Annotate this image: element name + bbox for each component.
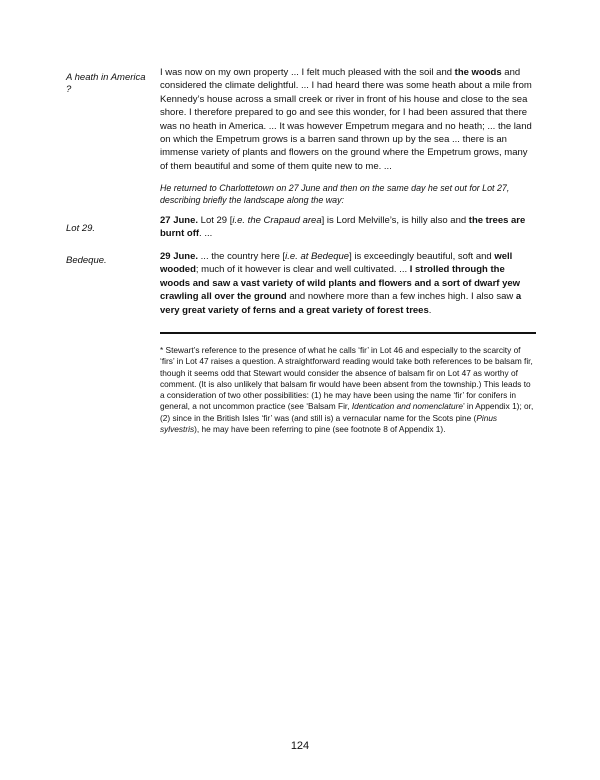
footnote-segment: * Stewart’s reference to the presence of what he calls ‘fir’ in Lot 46 and especially to the scarcity of ‘firs’ in Lot 47 raises a question. A straightforward reading would take both references to be balsam fir, though it seems odd that Stewart would consider the absence of balsam fir on Lot 47 as worthy of comment. (It is also unlikely that balsam fir would have been absent from the township.) This leads to a consideration of two other possibilities: (1) he may have been using the name ‘fir’ for conifers in general, a not uncommon practice (see ‘Balsam Fir, (160, 345, 533, 412)
para2-segment: . ... (199, 228, 213, 240)
para1-segment: and considered the climate delightful. ... I had heard there was some heath about a mile from Kennedy’s house across a small creek or river in front of his house and close to the sea shore. I therefore prepared to go and see this wonder, for I had been assured that there was no heath in America. ... It was however Empetrum megara and no heath; ... the land on which the Empetrum grows is a barren sand thrown up by the sea ... there is an immense variety of plants and flowers on the ground where the Empetrum grows, many of them beautiful and some of them quite new to me. ... (160, 67, 532, 172)
footnote-segment: Pinus sylvestris (160, 412, 498, 435)
para2-segment: i.e. the Crapaud area (232, 215, 322, 226)
para3-segment: ; much of it however is clear and well cultivated. ... (195, 264, 410, 276)
para2-segment: Lot 29 [ (198, 215, 233, 226)
para3-segment: . (428, 304, 432, 316)
footnote-segment: ), he may have been referring to pine (see footnote 8 of Appendix 1). (194, 424, 446, 435)
para2-segment: ] is Lord Melville’s, is hilly also and (321, 215, 469, 226)
margin-note-bedeque: Bedeque. (66, 255, 107, 266)
para3-segment: a very great variety of ferns and a great variety of forest trees (160, 291, 522, 316)
footnote-divider (160, 332, 536, 334)
footnote-segment: Identication and nomenclature (351, 401, 464, 412)
intro-paragraph: He returned to Charlottetown on 27 June and then on the same day he set out for Lot 27, describing briefly the landscape along the way: (160, 183, 510, 206)
para3-segment: ] is exceedingly beautiful, soft and (349, 251, 495, 262)
footnote (160, 345, 536, 435)
para3-segment: I strolled through the woods and saw a vast variety of wild plants and flowers and a sort of dwarf yew crawling all over the ground (160, 264, 521, 303)
para3-segment: i.e. at Bedeque (285, 251, 350, 262)
para2-segment: the trees are burnt off (160, 215, 526, 240)
paragraph-heath (160, 66, 536, 173)
margin-note-heath: A heath in America ? (66, 72, 146, 95)
para1-segment: I was now on my own property ... I felt much pleased with the soil and (160, 67, 455, 78)
para3-segment: well wooded (160, 251, 513, 276)
footnote-segment: ’ in Appendix 1); or, (2) since in the British Isles ‘fir’ was (and still is) a vernacular name for the Scots pine ( (160, 401, 534, 423)
para3-segment: 29 June. (160, 251, 199, 262)
paragraph-29-june (160, 250, 536, 317)
margin-note-lot-29: Lot 29. (66, 223, 96, 234)
paragraph-27-june (160, 214, 536, 241)
page-number: 124 (290, 740, 310, 752)
para3-segment: and nowhere more than a few inches high. I also saw (286, 291, 516, 303)
para3-segment: ... the country here [ (198, 251, 286, 262)
para2-segment: 27 June. (160, 215, 199, 226)
para1-segment: the woods (454, 67, 502, 78)
